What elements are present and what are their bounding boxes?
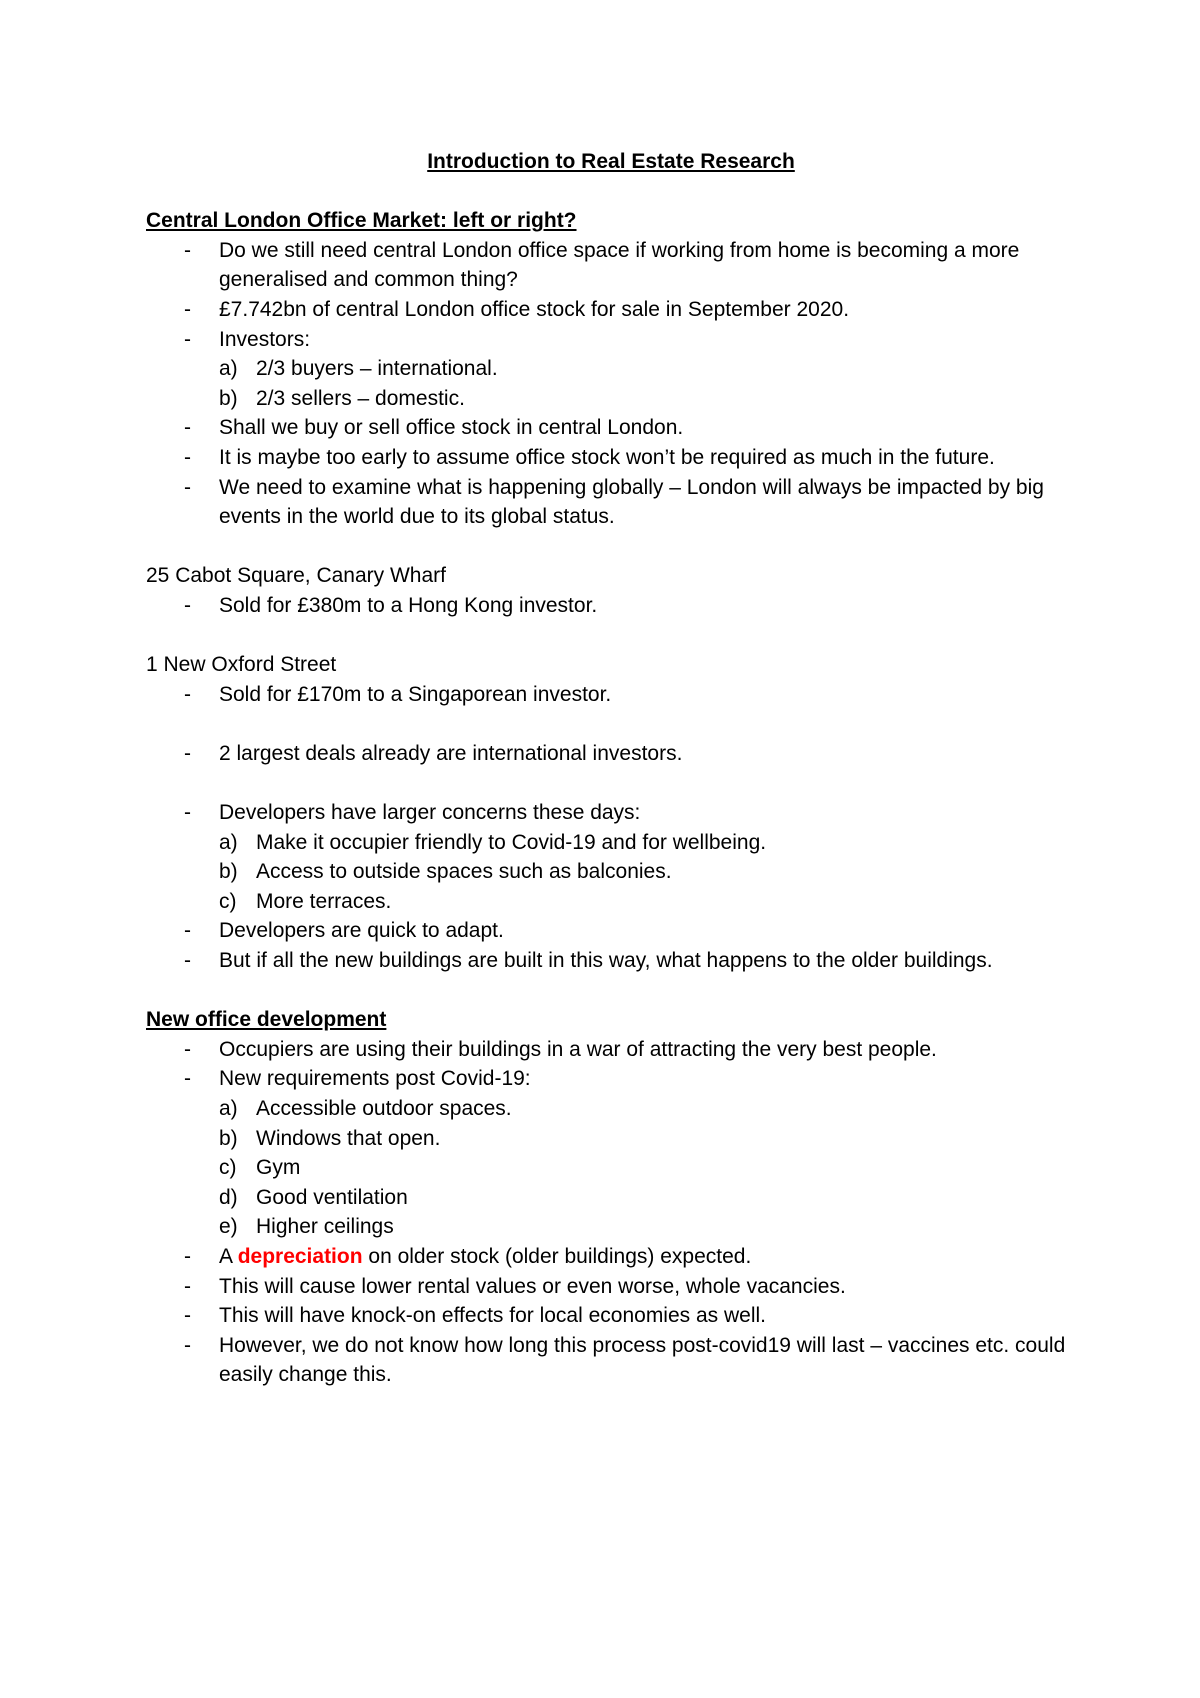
bullet-item — [146, 680, 1076, 710]
bullet-item — [146, 1301, 1076, 1331]
letter-marker: b) — [219, 860, 238, 884]
dash-marker: - — [184, 919, 191, 943]
dash-marker: - — [184, 1037, 191, 1061]
bullet-text: Occupiers are using their buildings in a war of attracting the very best people. — [219, 1037, 937, 1061]
dash-marker: - — [184, 801, 191, 825]
sub-item — [146, 1153, 1076, 1183]
dash-marker: - — [184, 1333, 191, 1357]
sub-item-text: Gym — [256, 1156, 301, 1180]
dash-marker: - — [184, 593, 191, 617]
highlighted-term-depreciation: depreciation — [237, 1244, 363, 1268]
bullet-text: It is maybe too early to assume office stock won’t be required as much in the future. — [219, 445, 995, 469]
spacer — [146, 532, 1076, 562]
dash-marker: - — [184, 445, 191, 469]
sub-item — [146, 828, 1076, 858]
bullet-item — [146, 739, 1076, 769]
letter-marker: b) — [219, 1126, 238, 1150]
dash-marker: - — [184, 1244, 191, 1268]
bullet-text: Developers have larger concerns these days: — [219, 801, 641, 825]
sub-item — [146, 857, 1076, 887]
bullet-text: Investors: — [219, 327, 311, 351]
bullet-text-pre: A — [219, 1244, 238, 1268]
sub-item-text: Accessible outdoor spaces. — [256, 1097, 512, 1120]
dash-marker: - — [184, 416, 191, 440]
dash-marker: - — [184, 327, 191, 351]
dash-marker: - — [184, 1304, 191, 1328]
bullet-text: Sold for £170m to a Singaporean investor. — [219, 682, 612, 706]
bullet-item — [146, 473, 1076, 532]
section-heading-central-london: Central London Office Market: left or right? — [146, 209, 577, 233]
bullet-text: Developers are quick to adapt. — [219, 919, 504, 943]
bullet-item — [146, 591, 1076, 621]
bullet-item — [146, 1064, 1076, 1094]
sub-item — [146, 1124, 1076, 1154]
bullet-text: This will cause lower rental values or even worse, whole vacancies. — [219, 1274, 846, 1298]
dash-marker: - — [184, 475, 191, 499]
document-body — [146, 147, 1076, 1390]
bullet-text: 2 largest deals already are international investors. — [219, 741, 683, 765]
sub-item — [146, 887, 1076, 917]
letter-marker: a) — [219, 357, 238, 381]
sub-item-text: Access to outside spaces such as balconies. — [256, 860, 672, 884]
bullet-item — [146, 916, 1076, 946]
bullet-item — [146, 236, 1076, 295]
bullet-text: However, we do not know how long this process post-covid19 will last – vaccines etc. could easily change this. — [219, 1333, 1066, 1387]
spacer — [146, 709, 1076, 739]
dash-marker: - — [184, 1067, 191, 1091]
sub-item-text: Higher ceilings — [256, 1215, 394, 1239]
dash-marker: - — [184, 682, 191, 706]
letter-marker: d) — [219, 1185, 238, 1209]
bullet-text: We need to examine what is happening globally – London will always be impacted by big events in the world due to its global status. — [219, 475, 1044, 529]
spacer — [146, 976, 1076, 1006]
bullet-item — [146, 443, 1076, 473]
bullet-item — [146, 798, 1076, 828]
property-name-new-oxford-street: 1 New Oxford Street — [146, 653, 337, 677]
dash-marker: - — [184, 1274, 191, 1298]
letter-marker: c) — [219, 1156, 237, 1180]
bullet-text: But if all the new buildings are built in this way, what happens to the older buildings. — [219, 949, 993, 973]
bullet-item — [146, 295, 1076, 325]
bullet-item — [146, 1272, 1076, 1302]
bullet-text: New requirements post Covid-19: — [219, 1067, 531, 1091]
bullet-text: This will have knock-on effects for local economies as well. — [219, 1304, 767, 1328]
bullet-text: Shall we buy or sell office stock in central London. — [219, 416, 684, 440]
letter-marker: a) — [219, 1097, 238, 1120]
spacer — [146, 621, 1076, 651]
property-name-cabot-square: 25 Cabot Square, Canary Wharf — [146, 564, 446, 588]
letter-marker: e) — [219, 1215, 238, 1239]
page-title: Introduction to Real Estate Research — [427, 150, 795, 173]
sub-item — [146, 354, 1076, 384]
bullet-item — [146, 1331, 1076, 1390]
letter-marker: b) — [219, 386, 238, 410]
bullet-item — [146, 325, 1076, 355]
sub-item-text: 2/3 sellers – domestic. — [256, 386, 465, 410]
bullet-text-post: on older stock (older buildings) expected. — [362, 1244, 752, 1268]
sub-item-text: Make it occupier friendly to Covid-19 and for wellbeing. — [256, 830, 767, 854]
letter-marker: a) — [219, 830, 238, 854]
dash-marker: - — [184, 238, 191, 262]
sub-item — [146, 1094, 1076, 1124]
bullet-text: Sold for £380m to a Hong Kong investor. — [219, 593, 598, 617]
bullet-text: £7.742bn of central London office stock for sale in September 2020. — [219, 297, 850, 321]
sub-item-text: 2/3 buyers – international. — [256, 357, 498, 381]
dash-marker: - — [184, 949, 191, 973]
sub-item — [146, 384, 1076, 414]
bullet-item — [146, 1242, 1076, 1272]
spacer — [146, 177, 1076, 207]
letter-marker: c) — [219, 889, 237, 913]
bullet-item — [146, 946, 1076, 976]
sub-item-text: Windows that open. — [256, 1126, 441, 1150]
section-heading-new-office-development: New office development — [146, 1008, 387, 1032]
dash-marker: - — [184, 741, 191, 765]
bullet-item — [146, 413, 1076, 443]
sub-item — [146, 1183, 1076, 1213]
dash-marker: - — [184, 297, 191, 321]
spacer — [146, 768, 1076, 798]
sub-item-text: Good ventilation — [256, 1185, 408, 1209]
bullet-item — [146, 1035, 1076, 1065]
sub-item-text: More terraces. — [256, 889, 392, 913]
sub-item — [146, 1212, 1076, 1242]
bullet-text: Do we still need central London office space if working from home is becoming a more generalised and common thing? — [219, 238, 1020, 292]
